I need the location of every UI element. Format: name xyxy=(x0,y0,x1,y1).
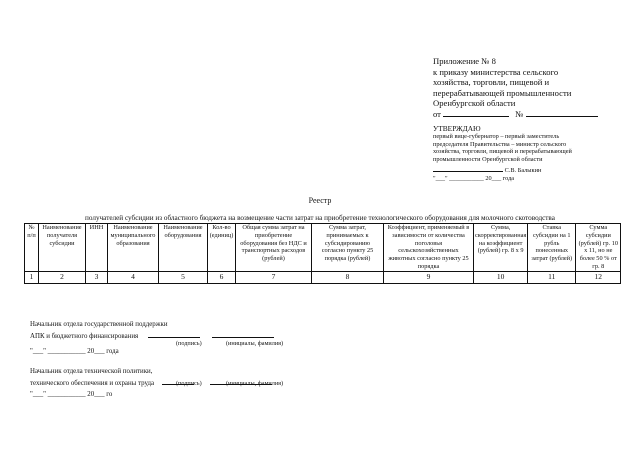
approval-position-line2: председателя Правительства – министр сельского xyxy=(433,140,567,148)
column-number: 9 xyxy=(384,271,474,283)
signature-block-support xyxy=(30,321,274,341)
column-header: Наименование оборудования xyxy=(159,224,208,272)
signature-position-line1: Начальник отдела технической политики, xyxy=(30,368,153,375)
register-title: Реестр xyxy=(308,196,332,205)
register-header-row xyxy=(25,224,621,272)
approval-position-line4: промышленности Оренбургской области xyxy=(433,156,543,164)
column-header: Коэффициент, применяемый в зависимости от количества поголовья сельскохозяйственных животных согласно пункту 25 порядка xyxy=(384,224,474,272)
signature-date: "___" ___________ 20___ года xyxy=(30,348,119,355)
column-header: Ставка субсидии на 1 рубль понесенных затрат (рублей) xyxy=(528,224,576,272)
signature-date: "___" ___________ 20___ го xyxy=(30,391,113,398)
signature-position-text: технического обеспечения и охраны труда xyxy=(30,379,155,387)
column-number: 7 xyxy=(236,271,312,283)
appendix-date-number-line xyxy=(433,109,598,120)
column-header: Кол-во (единиц) xyxy=(208,224,236,272)
column-number: 10 xyxy=(474,271,528,283)
signature-blank xyxy=(148,330,200,338)
appendix-order-line: к приказу министерства сельского xyxy=(433,66,559,77)
column-header: Наименование получателя субсидии xyxy=(39,224,86,272)
approval-position-line3: хозяйства, торговли, пищевой и перерабатывающей xyxy=(433,148,572,156)
register-subtitle: получателей субсидии из областного бюджета на возмещение части затрат на приобретение технологического оборудования для молочного скотоводства xyxy=(85,214,555,222)
approval-signature-line xyxy=(433,164,572,175)
register-number-row xyxy=(25,271,621,283)
signature-caption: (подпись) xyxy=(176,380,202,387)
column-number: 12 xyxy=(576,271,621,283)
column-header: Сумма затрат, принимаемых к субсидированию согласно пункту 25 порядка (рублей) xyxy=(312,224,384,272)
column-number: 11 xyxy=(528,271,576,283)
column-header: ИНН xyxy=(86,224,108,272)
column-header: Сумма субсидии (рублей) гр. 10 х 11, но не более 50 % от гр. 8 xyxy=(576,224,621,272)
approval-block xyxy=(433,125,572,183)
column-header: Общая сумма затрат на приобретение оборудования без НДС и транспортных расходов (рублей) xyxy=(236,224,312,272)
name-caption: (инициалы, фамилия) xyxy=(226,340,284,347)
column-header: Сумма, скорректированная на коэффициент (рублей) гр. 8 х 9 xyxy=(474,224,528,272)
appendix-number-blank xyxy=(526,109,598,117)
column-number: 1 xyxy=(25,271,39,283)
name-blank xyxy=(212,330,274,338)
approval-date: "___" ___________ 20___ года xyxy=(433,174,515,182)
approval-signature-blank xyxy=(433,164,503,172)
approval-position-line1: первый вице-губернатор – первый заместитель xyxy=(433,132,560,140)
column-number: 3 xyxy=(86,271,108,283)
column-number: 6 xyxy=(208,271,236,283)
column-number: 5 xyxy=(159,271,208,283)
signature-position-line1: Начальник отдела государственной поддержки xyxy=(30,321,168,328)
name-caption: (инициалы, фамилия) xyxy=(226,380,284,387)
appendix-number-sign: № xyxy=(515,108,524,119)
signature-caption: (подпись) xyxy=(176,340,202,347)
column-number: 4 xyxy=(108,271,159,283)
approval-heading: УТВЕРЖДАЮ xyxy=(433,124,481,133)
appendix-ministry-line: хозяйства, торговли, пищевой и xyxy=(433,77,550,88)
column-header: № п/п xyxy=(25,224,39,272)
appendix-number: Приложение № 8 xyxy=(433,56,496,66)
appendix-block xyxy=(433,56,598,120)
column-header: Наименование муниципального образования xyxy=(108,224,159,272)
column-number: 8 xyxy=(312,271,384,283)
appendix-region-line: Оренбургской области xyxy=(433,98,516,109)
appendix-industry-line: перерабатывающей промышленности xyxy=(433,87,572,98)
approval-signatory: С.В. Балыкин xyxy=(504,166,542,174)
register-table xyxy=(24,223,621,284)
appendix-date-blank xyxy=(443,109,509,117)
signature-position-text: АПК и бюджетного финансирования xyxy=(30,332,139,340)
column-number: 2 xyxy=(39,271,86,283)
appendix-date-prefix: от xyxy=(433,108,441,119)
